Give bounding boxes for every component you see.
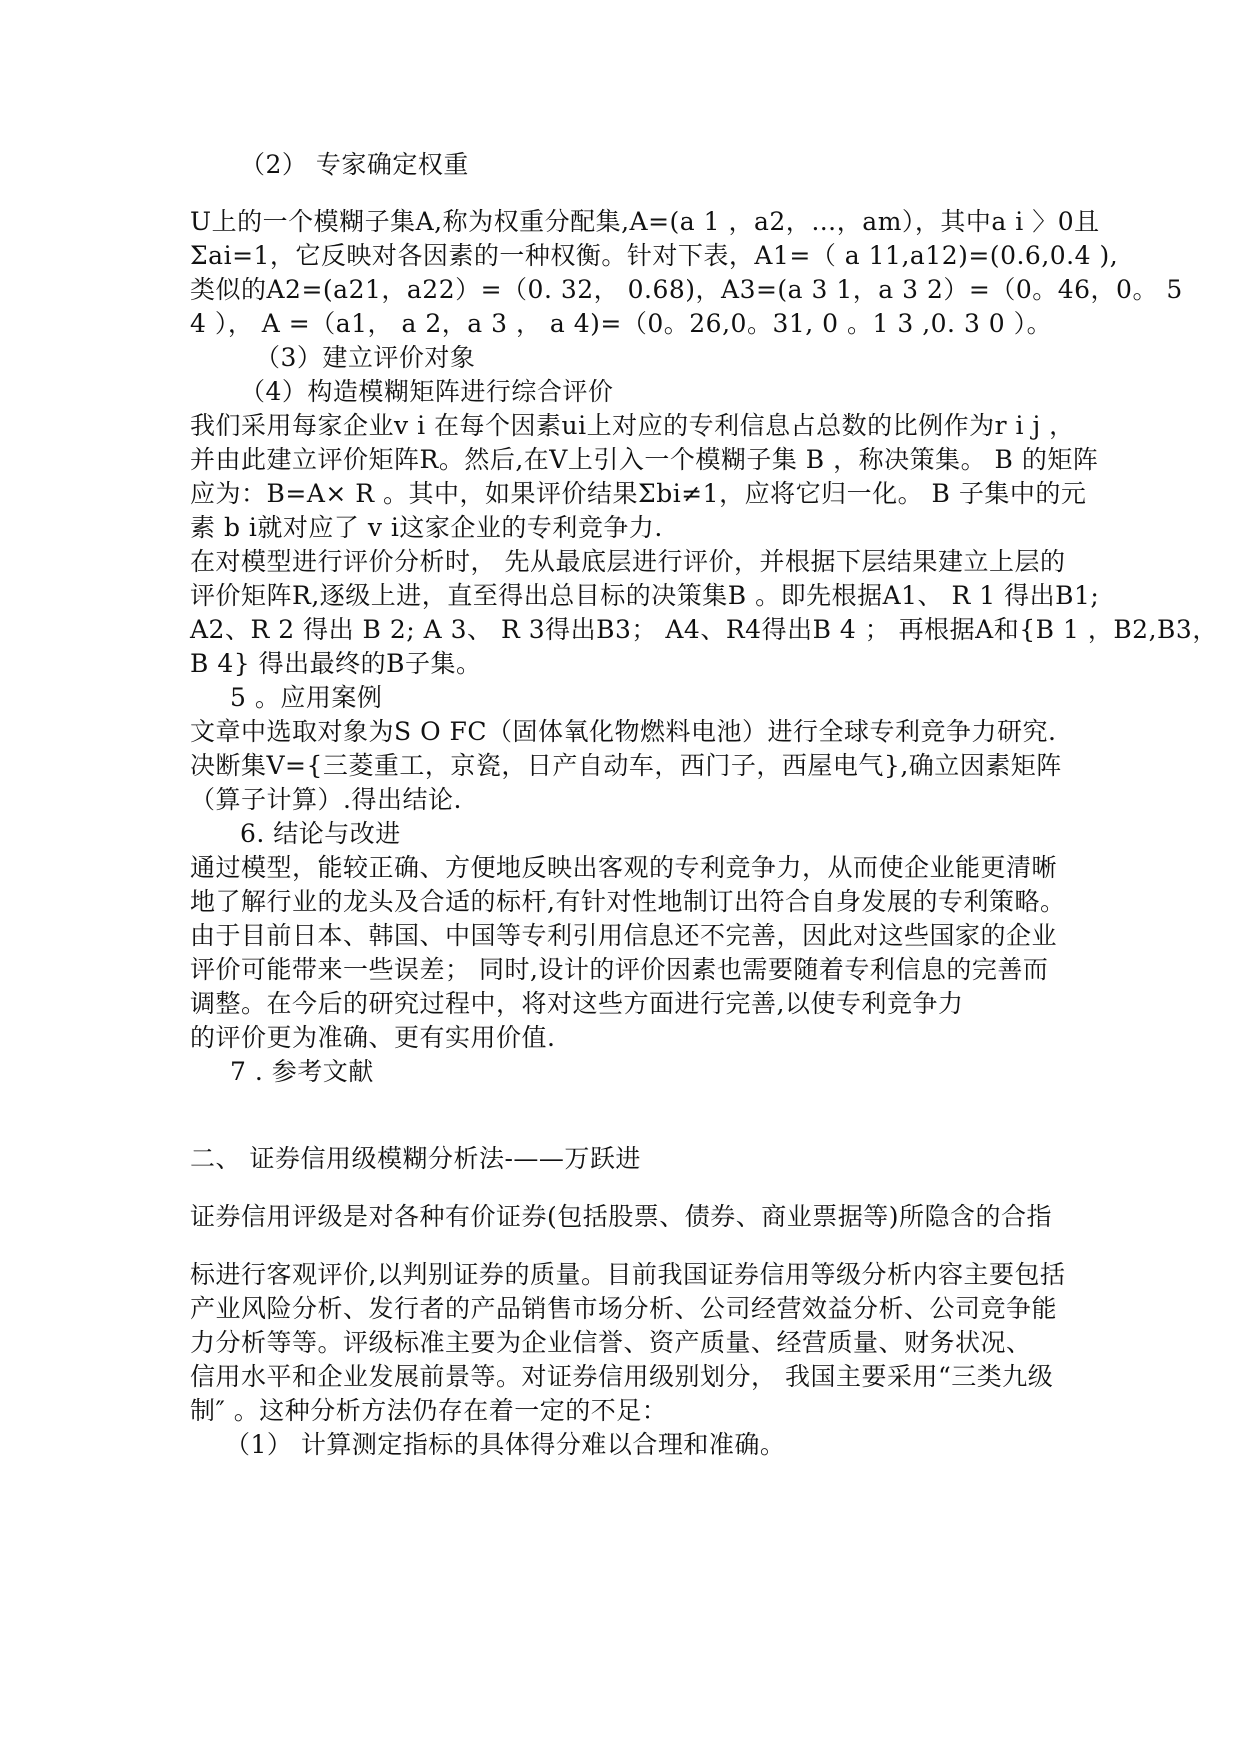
- paragraph-line: 4 ）， A =（a1， a 2，a 3 ， a 4)=（0。26,0。31, 0 。1 3 ,0. 3 0 ）。: [190, 309, 1053, 338]
- subheading-conclusion: 6. 结论与改进: [240, 819, 401, 848]
- paragraph-line: 在对模型进行评价分析时， 先从最底层进行评价，并根据下层结果建立上层的: [190, 547, 1066, 576]
- paragraph-line: 调整。在今后的研究过程中，将对这些方面进行完善,以使专利竞争力: [190, 989, 964, 1018]
- paragraph-line: 证券信用评级是对各种有价证券(包括股票、债券、商业票据等)所隐含的合指: [190, 1202, 1053, 1231]
- subheading-application-case: 5 。应用案例: [230, 683, 383, 712]
- paragraph-line: 我们采用每家企业v i 在每个因素ui上对应的专利信息占总数的比例作为r i j ，: [190, 411, 1075, 440]
- paragraph-line: 并由此建立评价矩阵R。然后,在V上引入一个模糊子集 B ，称决策集。 B 的矩阵: [190, 445, 1099, 474]
- paragraph-line: 评价可能带来一些误差； 同时,设计的评价因素也需要随着专利信息的完善而: [190, 955, 1049, 984]
- paragraph-line: B 4} 得出最终的B子集。: [190, 649, 482, 678]
- paragraph-line: A2、R 2 得出 B 2; A 3、 R 3得出B3； A4、R4得出B 4 ； 再根据A和{B 1 ，B2,B3，: [190, 615, 1218, 644]
- paragraph-line: Σai=1，它反映对各因素的一种权衡。针对下表，A1=（ a 11,a12)=(0.6,0.4 ),: [190, 241, 1119, 270]
- paragraph-line: 由于目前日本、韩国、中国等专利引用信息还不完善，因此对这些国家的企业: [190, 921, 1058, 950]
- paragraph-line: 应为：B=A× R 。其中，如果评价结果Σbi≠1，应将它归一化。 B 子集中的元: [190, 479, 1087, 508]
- paragraph-line: 素 b i就对应了 v i这家企业的专利竞争力.: [190, 513, 663, 542]
- paragraph-line: 地了解行业的龙头及合适的标杆,有针对性地制订出符合自身发展的专利策略。: [190, 887, 1066, 916]
- subheading-references: 7 . 参考文献: [230, 1057, 374, 1086]
- paragraph-line: 通过模型，能较正确、方便地反映出客观的专利竞争力，从而使企业能更清晰: [190, 853, 1058, 882]
- paragraph-line: 决断集V={三菱重工，京瓷，日产自动车，西门子，西屋电气},确立因素矩阵: [190, 751, 1062, 780]
- paragraph-line: 产业风险分析、发行者的产品销售市场分析、公司经营效益分析、公司竞争能: [190, 1294, 1058, 1323]
- paragraph-line: 力分析等等。评级标准主要为企业信誉、资产质量、经营质量、财务状况、: [190, 1328, 1032, 1357]
- subheading-expert-weights: （2） 专家确定权重: [240, 150, 469, 179]
- list-item: （1） 计算测定指标的具体得分难以合理和准确。: [225, 1430, 786, 1459]
- subheading-fuzzy-matrix: （4）构造模糊矩阵进行综合评价: [240, 377, 614, 406]
- paragraph-line: 信用水平和企业发展前景等。对证券信用级别划分， 我国主要采用“三类九级: [190, 1362, 1054, 1391]
- paragraph-line: 标进行客观评价,以判别证券的质量。目前我国证券信用等级分析内容主要包括: [190, 1260, 1066, 1289]
- paragraph-line: 制″ 。这种分析方法仍存在着一定的不足：: [190, 1396, 668, 1425]
- paragraph-line: （算子计算）.得出结论.: [190, 785, 462, 814]
- paragraph-line: U上的一个模糊子集A,称为权重分配集,A=(a 1 ，a2，…，am），其中a i 〉0且: [190, 207, 1100, 236]
- paragraph-line: 类似的A2=(a21，a22）=（0. 32， 0.68)，A3=(a 3 1，a 3 2）=（0。46，0。 5: [190, 275, 1183, 304]
- subheading-evaluation-object: （3）建立评价对象: [255, 343, 476, 372]
- paragraph-line: 的评价更为准确、更有实用价值.: [190, 1023, 556, 1052]
- paragraph-line: 评价矩阵R,逐级上进，直至得出总目标的决策集B 。即先根据A1、 R 1 得出B1;: [190, 581, 1100, 610]
- section-heading: 二、 证券信用级模糊分析法-——万跃进: [190, 1144, 641, 1173]
- paragraph-line: 文章中选取对象为S O FC（固体氧化物燃料电池）进行全球专利竞争力研究.: [190, 717, 1057, 746]
